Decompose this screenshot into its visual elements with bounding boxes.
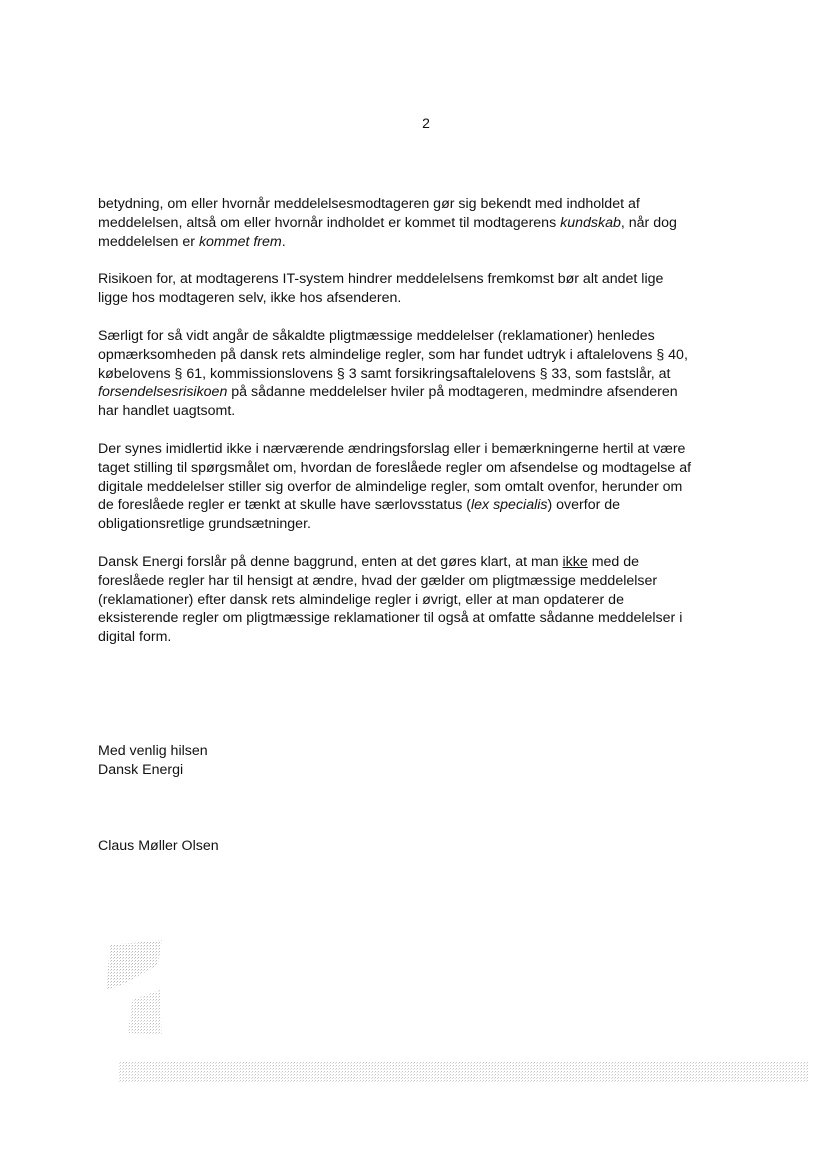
letter-body <box>98 195 738 666</box>
paragraph-line: Dansk Energi forslår på denne baggrund, enten at det gøres klart, at man ikke med de <box>98 553 640 570</box>
paragraph-2 <box>98 270 738 308</box>
closing-block <box>98 742 208 780</box>
italic-term: forsendelsesrisikoen <box>98 384 228 401</box>
paragraph-line: opmærksomheden på dansk rets almindelige regler, som har fundet udtryk i aftalelovens § 40, <box>98 346 688 363</box>
italic-term: kundskab <box>560 214 621 231</box>
scan-noise-bottom <box>118 1062 808 1082</box>
paragraph-line: foreslåede regler har til hensigt at ændre, hvad der gælder om pligtmæssige meddelelser <box>98 572 658 589</box>
paragraph-line: Der synes imidlertid ikke i nærværende ændringsforslag eller i bemærkningerne hertil at være <box>98 440 686 457</box>
paragraph-5 <box>98 553 738 647</box>
scan-noise-middle <box>128 990 162 1035</box>
paragraph-line: betydning, om eller hvornår meddelelsesmodtageren gør sig bekendt med indholdet af <box>98 196 640 212</box>
paragraph-line: har handlet uagtsomt. <box>98 403 236 420</box>
paragraph-line: taget stilling til spørgsmålet om, hvordan de foreslåede regler om afsendelse og modtagelse af <box>98 459 692 476</box>
paragraph-1 <box>98 195 738 251</box>
signatory-name: Claus Møller Olsen <box>98 838 219 854</box>
scan-noise-top <box>106 940 162 990</box>
paragraph-line: Særligt for så vidt angår de såkaldte pligtmæssige meddelelser (reklamationer) henledes <box>98 327 655 344</box>
paragraph-line: eksisterende regler om pligtmæssige reklamationer til også at omfatte sådanne meddelelser i <box>98 610 683 627</box>
closing-organization: Dansk Energi <box>98 762 184 778</box>
paragraph-line: (reklamationer) efter dansk rets almindelige regler i øvrigt, eller at man opdaterer de <box>98 591 624 608</box>
italic-term: kommet frem <box>198 233 282 250</box>
paragraph-line: meddelelsen, altså om eller hvornår indholdet er kommet til modtagerens kundskab, når dog <box>98 214 677 231</box>
paragraph-line: ligge hos modtageren selv, ikke hos afsenderen. <box>98 290 402 307</box>
paragraph-line: forsendelsesrisikoen på sådanne meddelelser hviler på modtageren, medmindre afsenderen <box>98 384 678 401</box>
paragraph-3 <box>98 327 738 421</box>
paragraph-line: meddelelsen er kommet frem. <box>98 233 286 250</box>
underlined-term: ikke <box>562 553 588 570</box>
paragraph-line: købelovens § 61, kommissionslovens § 3 samt forsikringsaftalelovens § 33, som fastslår, at <box>98 365 671 382</box>
page-number: 2 <box>422 115 430 131</box>
paragraph-line: Risikoen for, at modtagerens IT-system hindrer meddelelsens fremkomst bør alt andet lige <box>98 271 664 288</box>
paragraph-line: digitale meddelelser stiller sig overfor de almindelige regler, som omtalt ovenfor, herunder om <box>98 478 683 495</box>
paragraph-line: digital form. <box>98 629 172 646</box>
paragraph-4 <box>98 440 738 534</box>
closing-greeting: Med venlig hilsen <box>98 743 208 759</box>
paragraph-line: de foreslåede regler er tænkt at skulle have særlovsstatus (lex specialis) overfor de <box>98 497 621 514</box>
italic-term: lex specialis <box>471 497 548 514</box>
paragraph-line: obligationsretlige grundsætninger. <box>98 516 311 533</box>
